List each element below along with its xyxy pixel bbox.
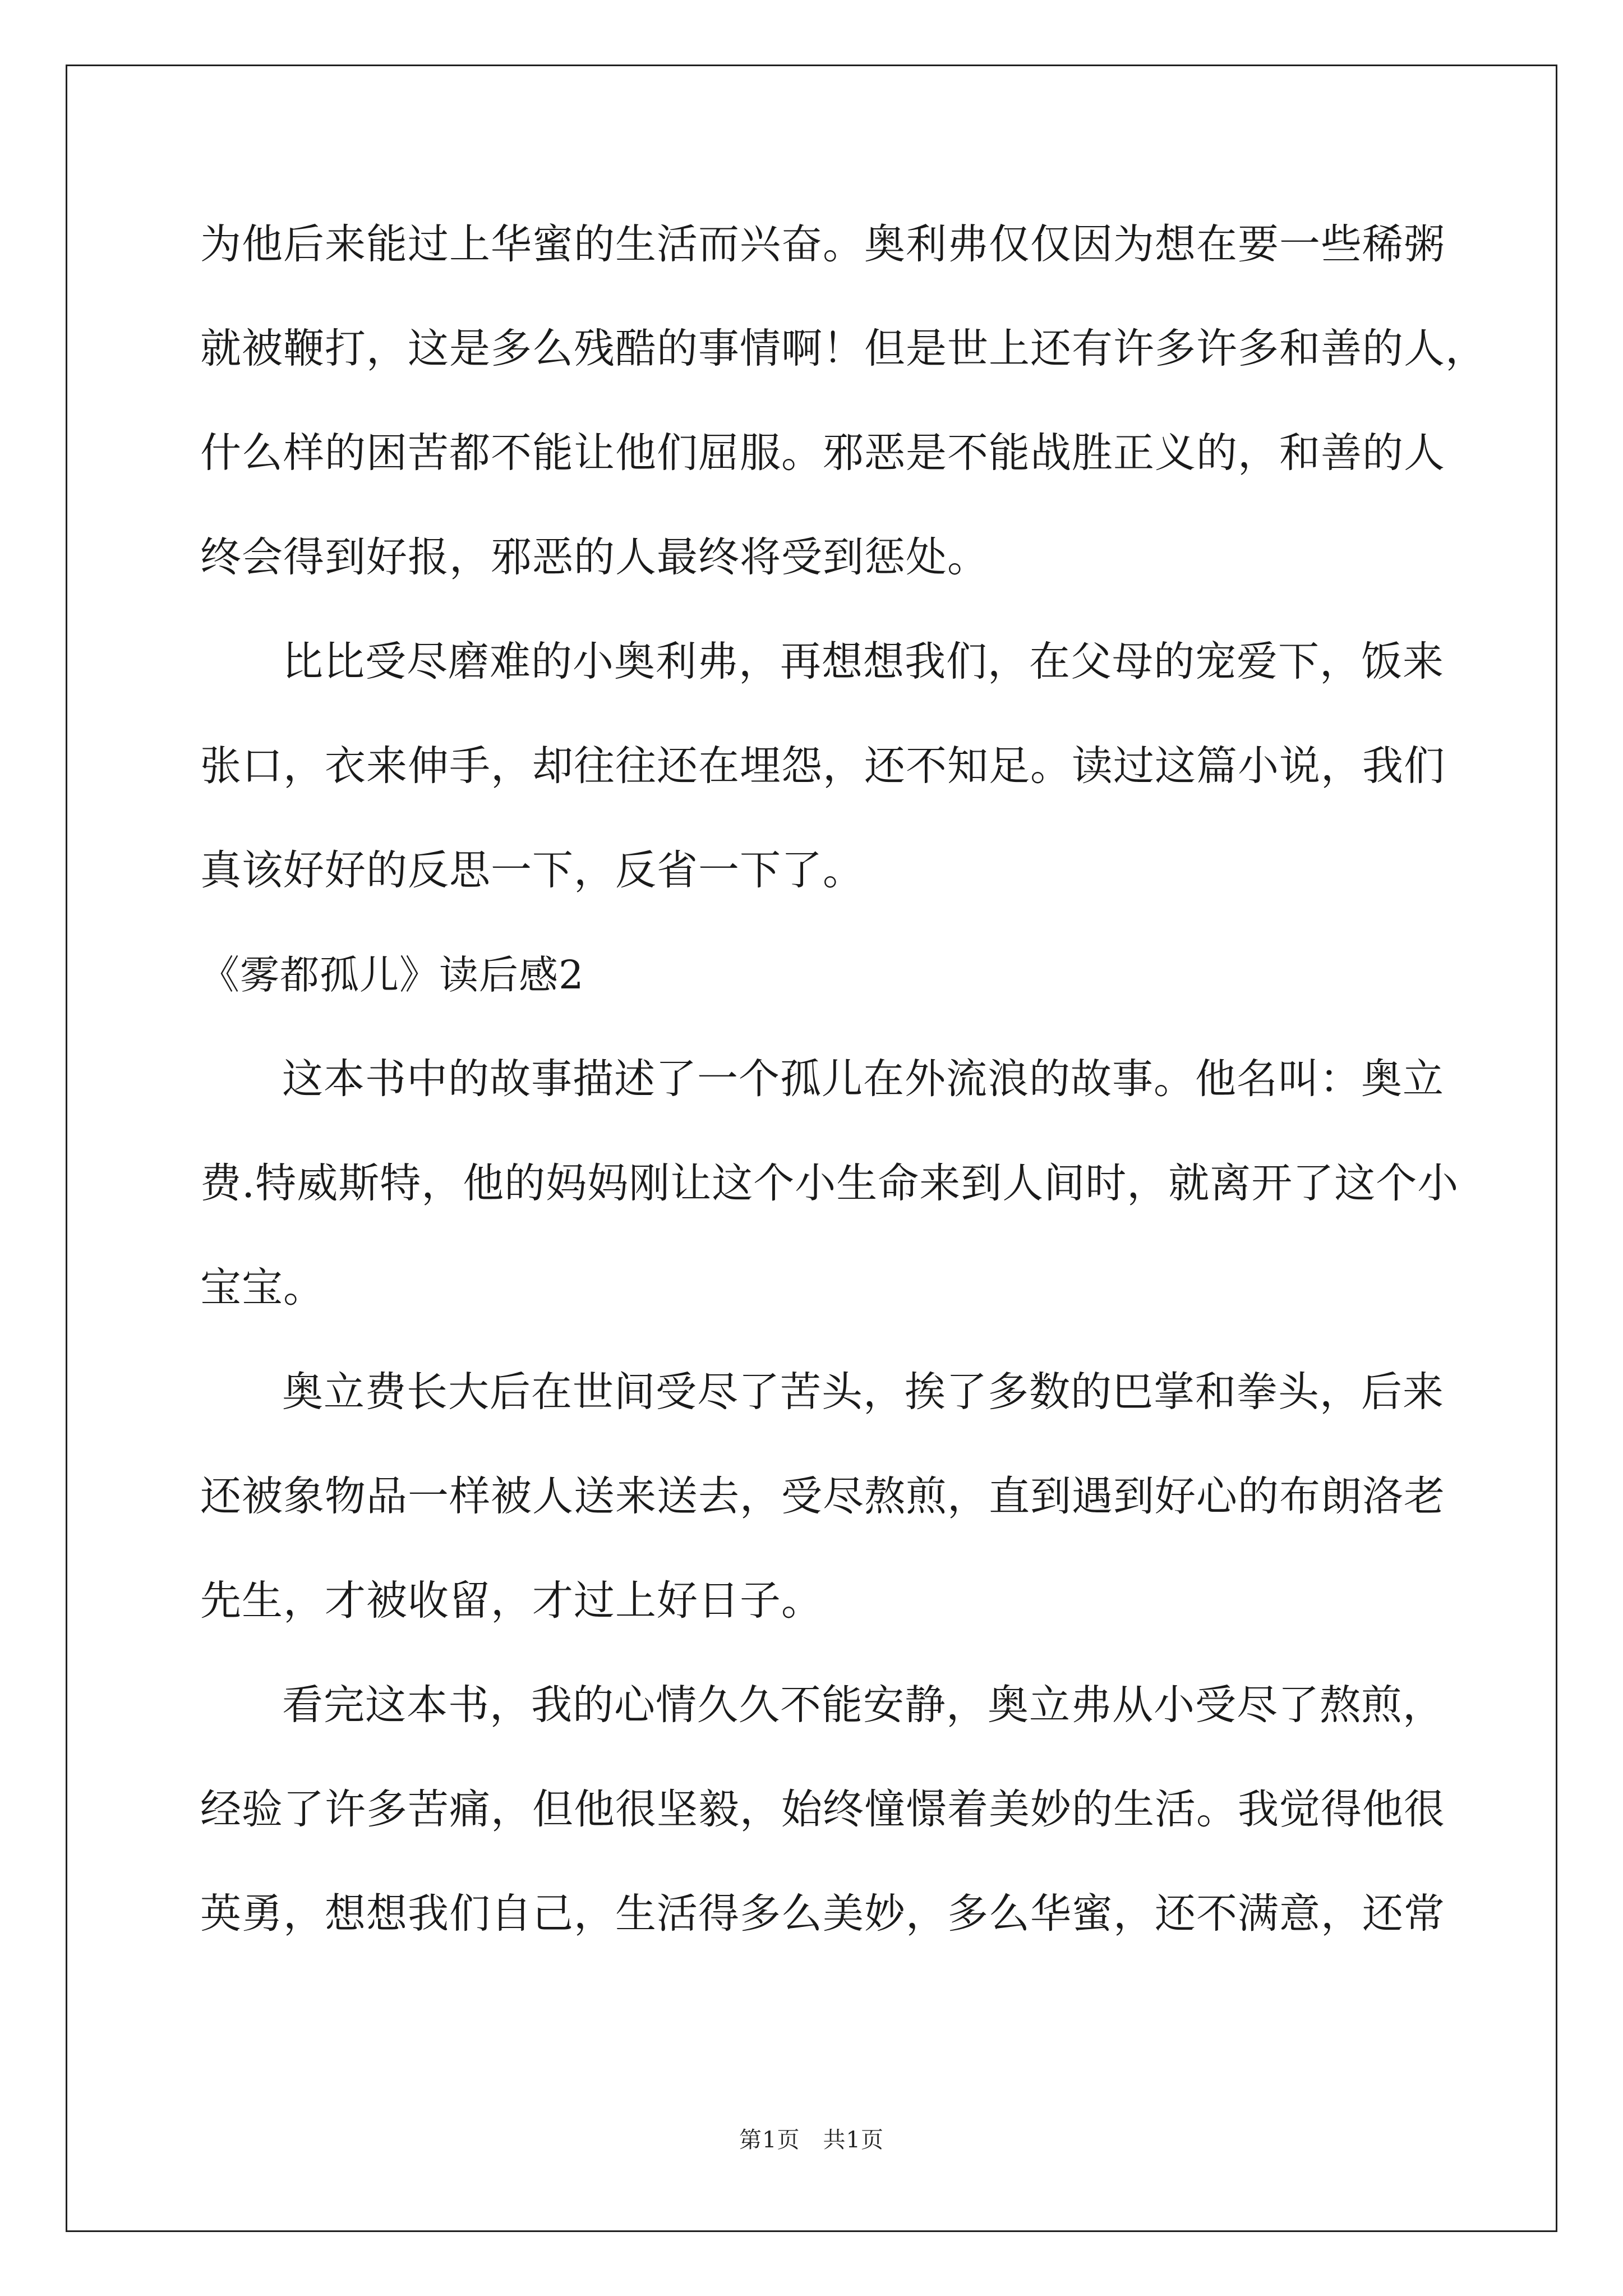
- paragraph-first-line: 奥立费长大后在世间受尽了苦头，挨了多数的巴掌和拳头，后来: [282, 1368, 1444, 1416]
- paragraph-first-line: 比比受尽磨难的小奥利弗，再想想我们，在父母的宠爱下，饭来: [282, 638, 1444, 685]
- text-line: 终会得到好报，邪恶的人最终将受到惩处。: [200, 533, 989, 581]
- page-footer: 第1页 共1页: [739, 2127, 884, 2153]
- text-line: 经验了许多苦痛，但他很坚毅，始终憧憬着美妙的生活。我觉得他很: [200, 1786, 1445, 1833]
- text-line: 费.特威斯特，他的妈妈刚让这个小生命来到人间时，就离开了这个小: [200, 1159, 1459, 1207]
- text-line: 张口，衣来伸手，却往往还在埋怨，还不知足。读过这篇小说，我们: [200, 742, 1445, 790]
- paragraph-first-line: 看完这本书，我的心情久久不能安静，奥立弗从小受尽了熬煎，: [282, 1681, 1444, 1729]
- text-line: 英勇，想想我们自己，生活得多么美妙，多么华蜜，还不满意，还常: [200, 1890, 1445, 1938]
- text-line: 就被鞭打，这是多么残酷的事情啊！但是世上还有许多许多和善的人，: [200, 325, 1487, 372]
- paragraph-first-line: 这本书中的故事描述了一个孤儿在外流浪的故事。他名叫：奥立: [282, 1055, 1444, 1103]
- text-line: 为他后来能过上华蜜的生活而兴奋。奥利弗仅仅因为想在要一些稀粥: [200, 220, 1445, 268]
- text-line: 还被象物品一样被人送来送去，受尽熬煎，直到遇到好心的布朗洛老: [200, 1473, 1445, 1520]
- text-line: 先生，才被收留，才过上好日子。: [200, 1577, 823, 1625]
- text-line: 宝宝。: [200, 1264, 325, 1312]
- section-heading: 《雾都孤儿》读后感2: [200, 952, 584, 998]
- document-body: [200, 218, 1487, 1941]
- text-line: 什么样的困苦都不能让他们屈服。邪恶是不能战胜正义的，和善的人: [200, 429, 1445, 477]
- text-line: 真该好好的反思一下，反省一下了。: [200, 846, 864, 894]
